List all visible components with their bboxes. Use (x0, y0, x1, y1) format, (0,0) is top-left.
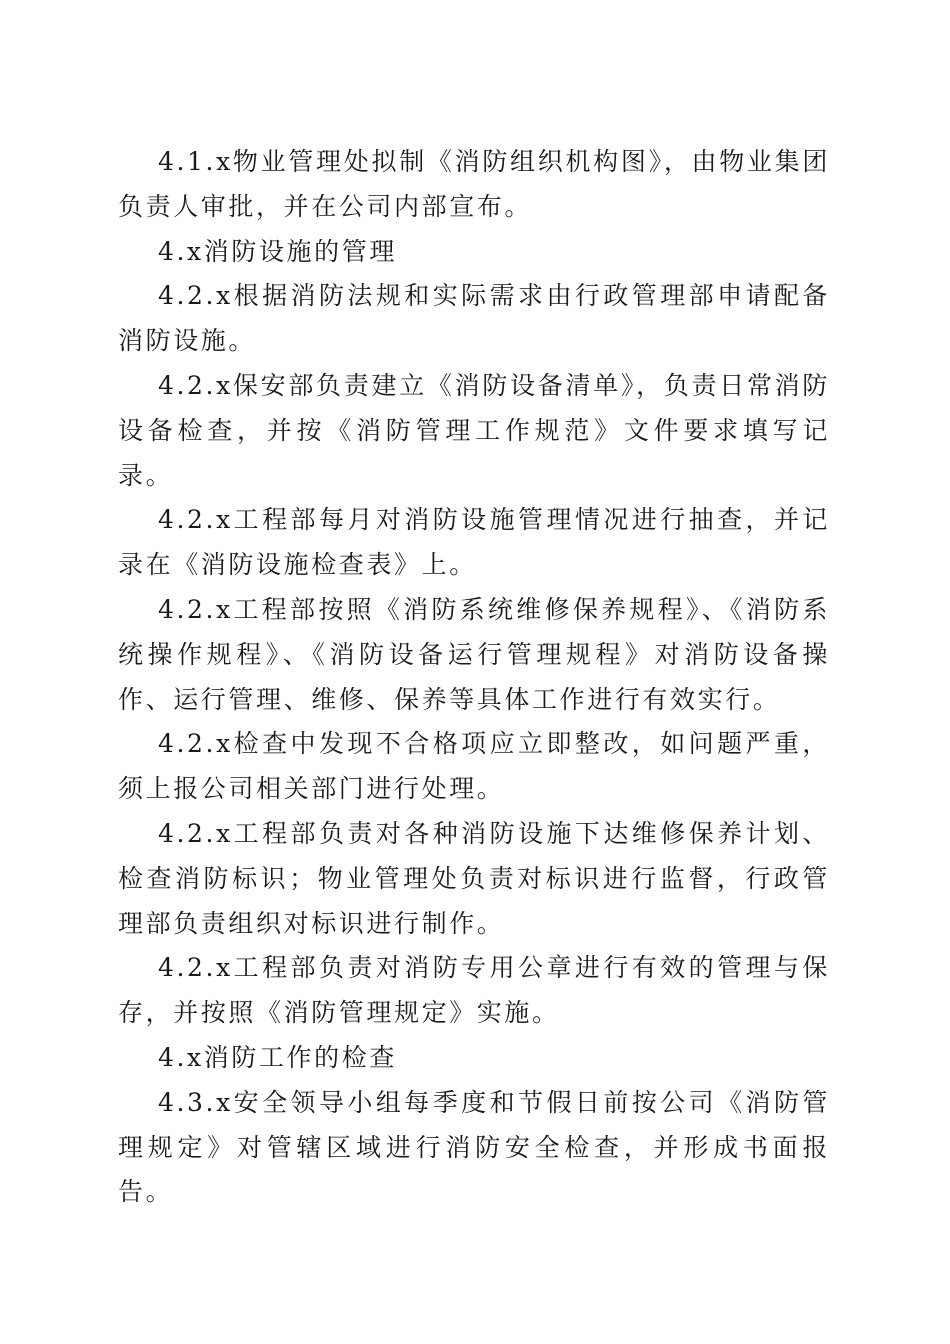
document-body (118, 140, 830, 1215)
paragraph-official-seal: 4.2.x工程部负责对消防专用公章进行有效的管理与保存，并按照《消防管理规定》实施。 (118, 953, 830, 1028)
heading-fire-facility-management: 4.x消防设施的管理 (158, 236, 397, 266)
paragraph-monthly-inspection: 4.2.x工程部每月对消防设施管理情况进行抽查，并记录在《消防设施检查表》上。 (118, 505, 830, 580)
paragraph-signage: 4.2.x工程部负责对各种消防设施下达维修保养计划、检查消防标识；物业管理处负责对标识进行监督，行政管理部负责组织对标识进行制作。 (118, 818, 830, 938)
paragraph-equipment-request: 4.2.x根据消防法规和实际需求由行政管理部申请配备消防设施。 (118, 281, 830, 356)
paragraph-equipment-list: 4.2.x保安部负责建立《消防设备清单》，负责日常消防设备检查，并按《消防管理工作规范》文件要求填写记录。 (118, 370, 830, 490)
heading-fire-work-inspection: 4.x消防工作的检查 (158, 1042, 397, 1072)
paragraph-safety-check: 4.3.x安全领导小组每季度和节假日前按公司《消防管理规定》对管辖区域进行消防安全检查，并形成书面报告。 (118, 1087, 830, 1207)
paragraph-maintenance-rules: 4.2.x工程部按照《消防系统维修保养规程》、《消防系统操作规程》、《消防设备运行管理规程》对消防设备操作、运行管理、维修、保养等具体工作进行有效实行。 (118, 594, 830, 714)
paragraph-4-1-org-chart: 4.1.x物业管理处拟制《消防组织机构图》，由物业集团负责人审批，并在公司内部宣布。 (118, 147, 830, 221)
paragraph-rectification: 4.2.x检查中发现不合格项应立即整改，如问题严重，须上报公司相关部门进行处理。 (118, 729, 830, 804)
